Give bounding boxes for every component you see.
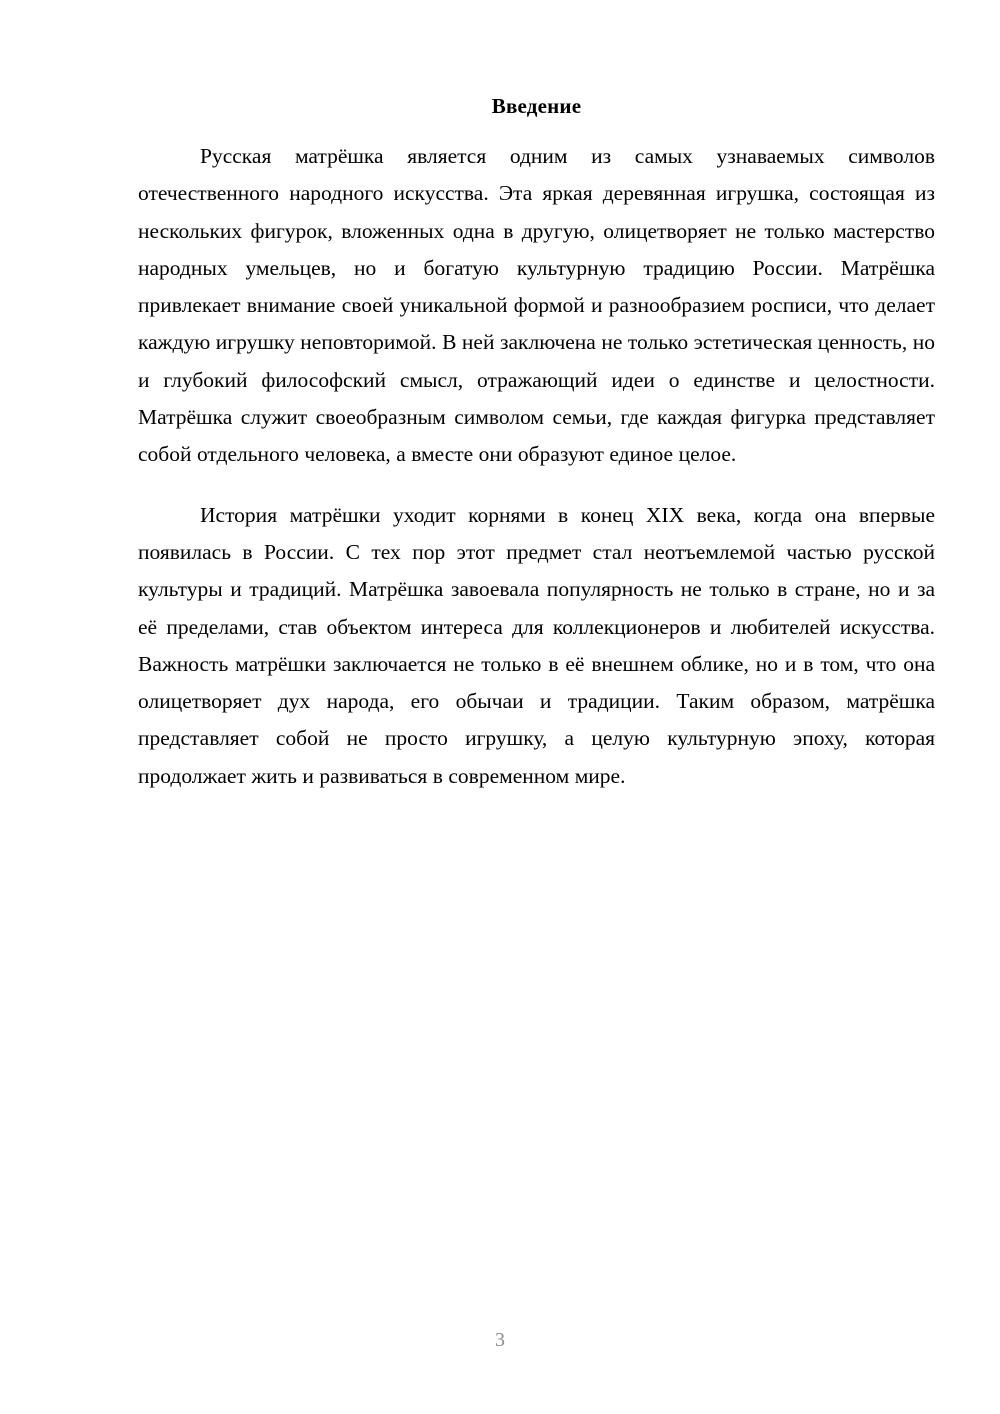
- page-number: 3: [495, 1329, 505, 1351]
- page-content: [138, 0, 935, 795]
- body-paragraph-2: История матрёшки уходит корнями в конец XIX века, когда она впервые появилась в России. С тех пор этот предмет стал неотъемлемой частью русской культуры и традиций. Матрёшка завоевала популярность не только в стране, но и за её пределами, став объектом интереса для коллекционеров и любителей искусства. Важность матрёшки заключается не только в её внешнем облике, но и в том, что она олицетворяет дух народа, его обычаи и традиции. Таким образом, матрёшка представляет собой не просто игрушку, а целую культурную эпоху, которая продолжает жить и развиваться в современном мире.: [138, 502, 935, 788]
- page-title: Введение: [491, 94, 582, 118]
- body-paragraph-1: Русская матрёшка является одним из самых узнаваемых символов отечественного народного искусства. Эта яркая деревянная игрушка, состоящая из нескольких фигурок, вложенных одна в другую, олицетворяет не только мастерство народных умельцев, но и богатую культурную традицию России. Матрёшка привлекает внимание своей уникальной формой и разнообразием росписи, что делает каждую игрушку неповторимой. В ней заключена не только эстетическая ценность, но и глубокий философский смысл, отражающий идеи о единстве и целостности. Матрёшка служит своеобразным символом семьи, где каждая фигурка представляет собой отдельного человека, а вместе они образуют единое целое.: [138, 144, 935, 467]
